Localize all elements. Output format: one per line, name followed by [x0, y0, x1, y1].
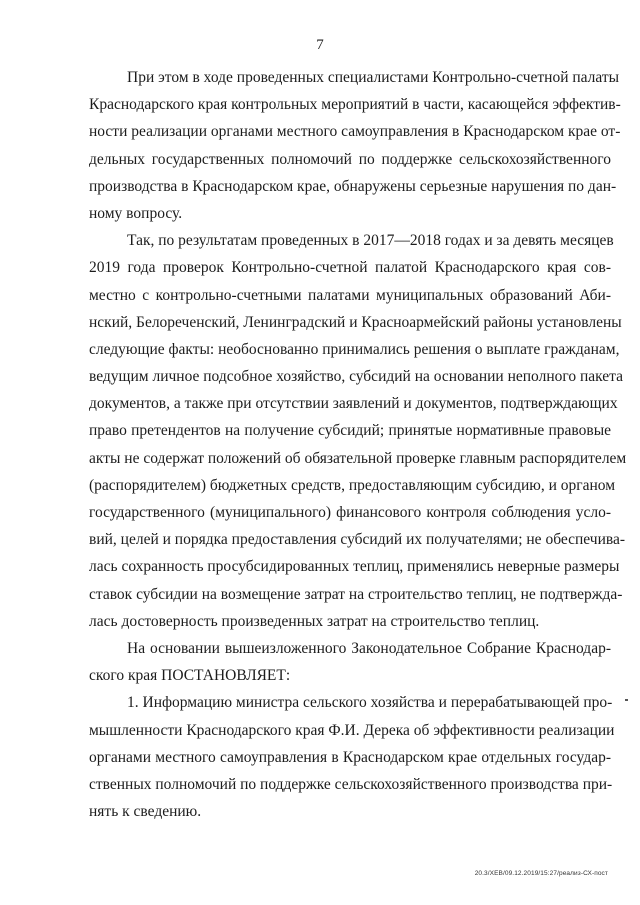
footer-document-code: 20.3/ХЕВ/09.12.2019/15:27/реализ-СХ-пост [474, 870, 608, 877]
text-line: На основании вышеизложенного Законодательное Собрание Краснодар- [127, 639, 611, 657]
paragraph-resolution-item-1 [89, 689, 615, 825]
text-line: акты не содержат положений об обязательной проверке главным распорядителем [89, 449, 627, 467]
text-line: ному вопросу. [89, 204, 183, 222]
text-line: ведущим личное подсобное хозяйство, субсидий на основании неполного пакета [89, 368, 624, 386]
document-body [89, 64, 627, 825]
margin-mark [625, 699, 628, 701]
text-line: нять к сведению. [89, 803, 202, 821]
paragraph-resolution-preamble [89, 635, 611, 689]
text-line: производства в Краснодарском крае, обнаружены серьезные нарушения по дан- [89, 177, 617, 195]
text-line: ского края ПОСТАНОВЛЯЕТ: [89, 667, 291, 685]
text-line: 1. Информацию министра сельского хозяйства и перерабатывающей про- [127, 694, 613, 712]
text-line: 2019 года проверок Контрольно-счетной палатой Краснодарского края сов- [89, 259, 611, 277]
text-line: Так, по результатам проведенных в 2017—2018 годах и за девять месяцев [127, 232, 614, 250]
text-line: (распорядителем) бюджетных средств, предоставляющим субсидию, и органом [89, 476, 616, 494]
text-line: следующие факты: необоснованно принимались решения о выплате гражданам, [89, 340, 620, 358]
text-line: дельных государственных полномочий по поддержке сельскохозяйственного [89, 150, 611, 168]
page-number: 7 [316, 37, 324, 53]
text-line: Краснодарского края контрольных мероприятий в части, касающейся эффектив- [89, 96, 621, 114]
paragraph-inspection-findings [89, 64, 621, 227]
text-line: мышленности Краснодарского края Ф.И. Дерека об эффективности реализации [89, 721, 615, 739]
text-line: органами местного самоуправления в Краснодарском крае отдельных государ- [89, 748, 611, 766]
text-line: право претендентов на получение субсидий; принятые нормативные правовые [89, 422, 611, 440]
text-line: ности реализации органами местного самоуправления в Краснодарском крае от- [89, 123, 621, 141]
text-line: ставок субсидии на возмещение затрат на строительство теплиц, не подтвержда- [89, 585, 623, 603]
text-line: документов, а также при отсутствии заявлений и документов, подтверждающих [89, 395, 618, 413]
paragraph-audit-facts [89, 227, 627, 635]
text-line: ственных полномочий по поддержке сельскохозяйственного производства при- [89, 775, 613, 793]
text-line: нский, Белореченский, Ленинградский и Красноармейский районы установлены [89, 313, 622, 331]
text-line: При этом в ходе проведенных специалистами Контрольно-счетной палаты [127, 69, 620, 86]
text-line: местно с контрольно-счетными палатами муниципальных образований Аби- [89, 286, 611, 304]
text-line: лась сохранность просубсидированных теплиц, применялись неверные размеры [89, 558, 620, 576]
text-line: лась достоверность произведенных затрат на строительство теплиц. [89, 612, 540, 630]
text-line: вий, целей и порядка предоставления субсидий их получателями; не обеспечива- [89, 531, 626, 549]
text-line: государственного (муниципального) финансового контроля соблюдения усло- [89, 504, 611, 521]
